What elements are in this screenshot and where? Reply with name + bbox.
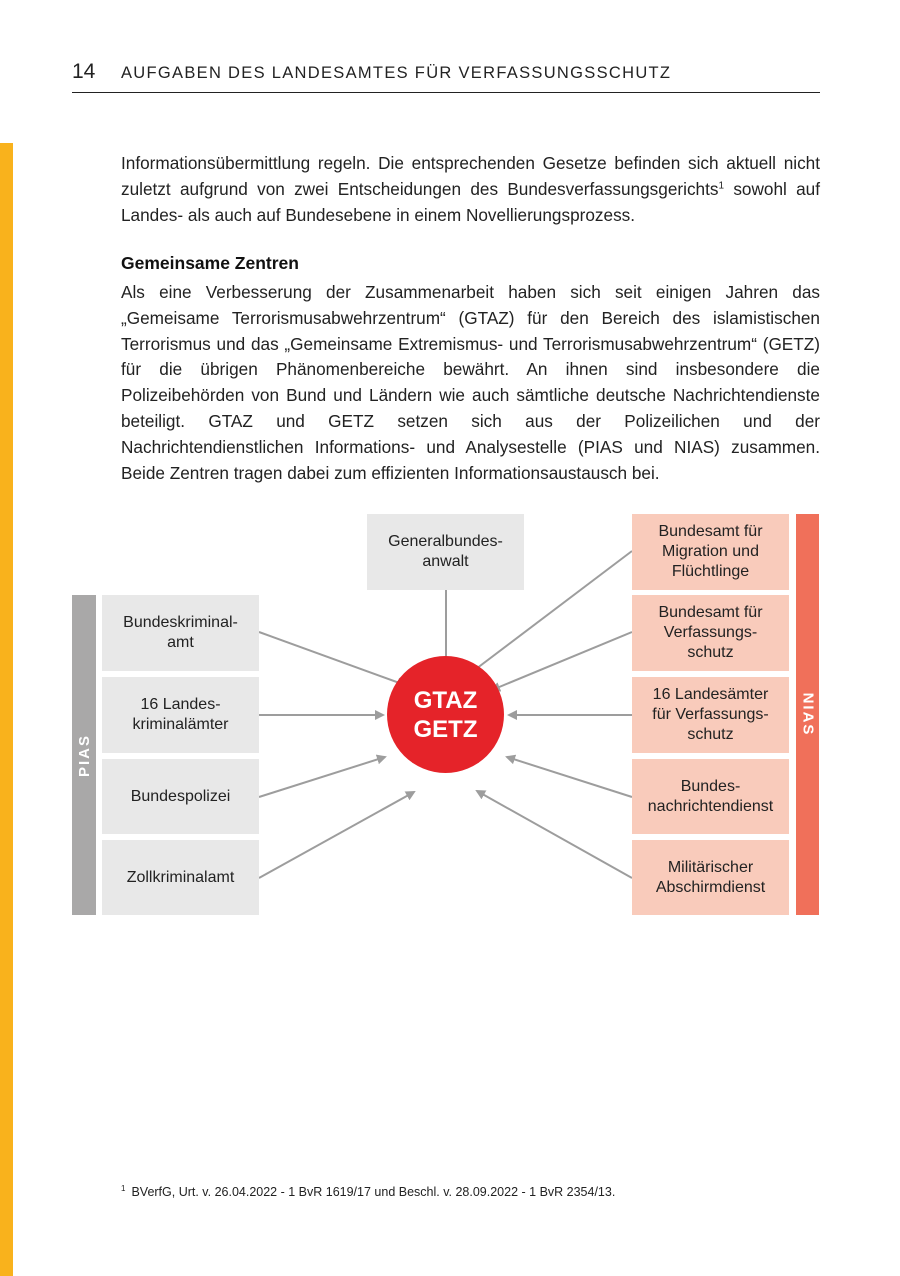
box-label-line: schutz [687, 644, 734, 661]
box-label-line: amt [167, 634, 194, 651]
box-label-line: Bundesamt für [658, 604, 763, 621]
box-bnd [632, 759, 789, 834]
box-mad [632, 840, 789, 915]
box-label-line: für Verfassungs- [652, 706, 769, 723]
box-bfv [632, 595, 789, 671]
box-label-line: Bundeskriminal- [123, 614, 238, 631]
nias-label: NIAS [799, 692, 816, 737]
footnote-mark: 1 [121, 1184, 126, 1193]
box-label-line: nachrichtendienst [647, 797, 774, 815]
box-label-line: Migration und [662, 543, 759, 560]
pias-bar [72, 595, 96, 915]
box-label-line: Zollkriminalamt [126, 868, 235, 886]
box-label-line: Verfassungs- [663, 624, 758, 641]
box-label-line: Abschirmdienst [655, 878, 766, 896]
box-generalbundesanwalt [367, 514, 524, 590]
page-number: 14 [72, 60, 96, 83]
box-label-line: Militärischer [667, 858, 754, 876]
box-label-line: 16 Landes- [140, 696, 221, 713]
box-label-line: 16 Landesämter [652, 686, 769, 703]
box-label-line: schutz [687, 726, 734, 743]
box-label-line: Generalbundes- [388, 533, 503, 550]
box-landesaemter-verfassungsschutz [632, 677, 789, 753]
arrow-zka [259, 792, 414, 878]
nias-bar [796, 514, 819, 915]
box-label-line: Bundesamt für [658, 523, 763, 540]
paragraph-1-text-a: Informationsübermittlung regeln. Die entsprechenden Gesetze befinden sich aktuell nicht zuletzt aufgrund von zwei Entscheidungen des Bundesverfassungsgerichts [121, 153, 820, 199]
center-label-getz: GETZ [413, 715, 478, 743]
box-label-line: Bundespolizei [130, 787, 231, 805]
center-label-gtaz: GTAZ [413, 686, 478, 714]
box-label-line: kriminalämter [132, 716, 229, 733]
box-zollkriminalamt [102, 840, 259, 915]
arrow-bpol [259, 757, 385, 797]
box-label-line: Flüchtlinge [671, 563, 750, 580]
paragraph-2-text: Als eine Verbesserung der Zusammenarbeit haben sich seit einigen Jahren das „Gemeisame Terrorismusabwehrzentrum“ (GTAZ) für den Bereich des islamistischen Terrorismus und das „Gemeinsame Extremismus- und Terrorismusabwehrzentrum“ (GETZ) für die übrigen Phänomenbereiche bewährt. An ihnen sind insbesondere die Polizeibehörden von Bund und Ländern wie auch sämtliche deutsche Nachrichtendienste beteiligt. GTAZ und GETZ setzen sich aus der Polizeilichen und der Nachrichtendienstlichen Informations- und Analysestelle (PIAS und NIAS) zusammen. Beide Zentren tragen dabei zum effizienten Informationsaustausch bei. [121, 282, 820, 483]
box-bamf [632, 514, 789, 590]
footnote [121, 1184, 615, 1199]
box-bundespolizei [102, 759, 259, 834]
box-landeskriminalaemter [102, 677, 259, 753]
footnote-text: BVerfG, Urt. v. 26.04.2022 - 1 BvR 1619/17 und Beschl. v. 28.09.2022 - 1 BvR 2354/13. [131, 1185, 616, 1200]
gtaz-getz-center [387, 656, 504, 773]
footnote-reference[interactable]: 1 [718, 180, 725, 192]
arrow-bnd [507, 757, 632, 797]
box-label-line: Bundes- [680, 777, 741, 795]
pias-label: PIAS [75, 733, 93, 777]
box-label-line: anwalt [422, 553, 469, 570]
running-title: AUFGABEN DES LANDESAMTES FÜR VERFASSUNGSSCHUTZ [121, 64, 672, 82]
paragraph-1-text-b: sowohl auf Landes- als auch auf Bundesebene in einem Novellierungsprozess. [121, 178, 820, 225]
arrow-bka [259, 632, 405, 685]
box-bundeskriminalamt [102, 595, 259, 671]
arrow-mad [477, 791, 632, 878]
section-heading: Gemeinsame Zentren [121, 253, 299, 273]
